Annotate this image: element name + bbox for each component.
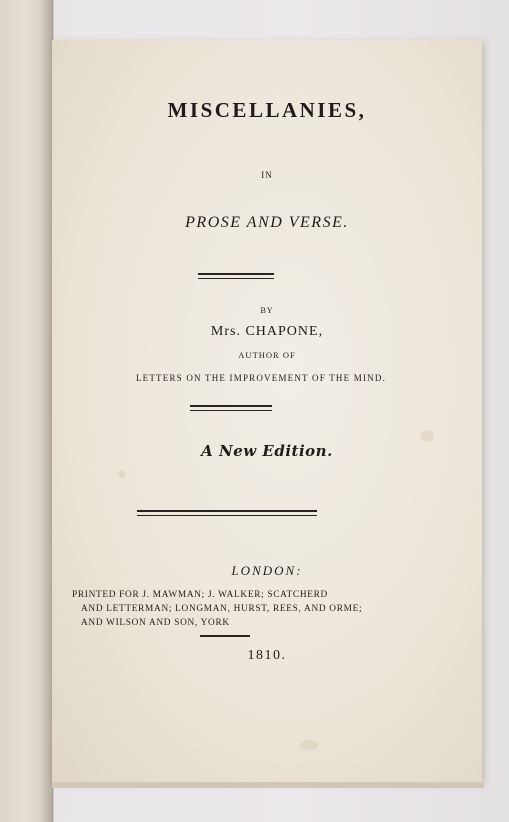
publication-year: 1810.: [247, 648, 287, 663]
double-rule-top: [198, 273, 274, 275]
book-subtitle: PROSE AND VERSE.: [185, 214, 349, 231]
foxing-spot: [420, 430, 434, 442]
book-title: MISCELLANIES,: [167, 98, 367, 122]
foxing-spot: [300, 740, 318, 750]
double-rule-middle: [190, 405, 272, 407]
short-rule: [200, 635, 250, 637]
double-rule-middle-thin: [190, 410, 272, 411]
double-rule-bottom-thin: [137, 515, 317, 516]
imprint-line: AND WILSON AND SON, YORK: [81, 618, 230, 628]
previous-work: LETTERS ON THE IMPROVEMENT OF THE MIND.: [135, 373, 387, 383]
page-edge: [52, 782, 484, 788]
imprint-line: AND LETTERMAN; LONGMAN, HURST, REES, AND ORME;: [81, 604, 363, 614]
author-name: Mrs. CHAPONE,: [210, 324, 324, 339]
title-page: [52, 40, 482, 782]
imprint-line: PRINTED FOR J. MAWMAN; J. WALKER; SCATCHERD: [72, 590, 328, 600]
edition-line: A New Edition.: [201, 442, 333, 460]
double-rule-top-thin: [198, 278, 274, 279]
foxing-spot: [118, 470, 126, 478]
double-rule-bottom: [137, 510, 317, 512]
imprint-city: LONDON:: [231, 563, 303, 578]
by-line: BY: [260, 306, 274, 315]
author-of-line: AUTHOR OF: [238, 350, 296, 360]
connector-in: IN: [261, 170, 273, 180]
